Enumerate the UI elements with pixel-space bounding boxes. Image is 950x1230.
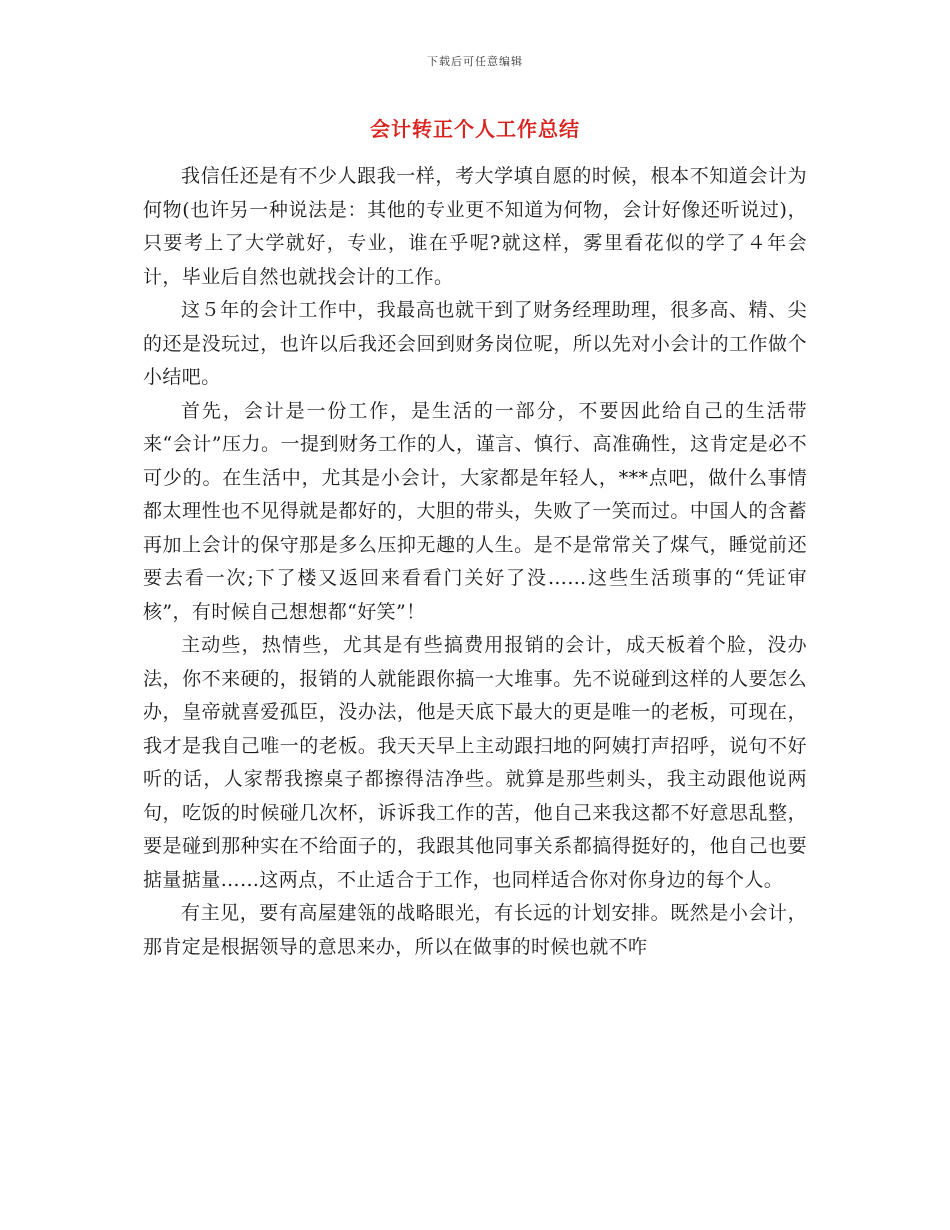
paragraph-1: 我信任还是有不少人跟我一样，考大学填自愿的时候，根本不知道会计为何物(也许另一种说法是：其他的专业更不知道为何物，会计好像还听说过)，只要考上了大学就好，专业，谁在乎呢?就这样，雾里看花似的学了４年会计，毕业后自然也就找会计的工作。: [143, 165, 807, 288]
document-body: [143, 160, 807, 964]
paragraph-3: 首先，会计是一份工作，是生活的一部分，不要因此给自己的生活带来“会计”压力。一提到财务工作的人，谨言、慎行、高准确性，这肯定是必不可少的。在生活中，尤其是小会计，大家都是年轻人，***点吧，做什么事情都太理性也不见得就是都好的，大胆的带头，失败了一笑而过。中国人的含蓄再加上会计的保守那是多么压抑无趣的人生。是不是常常关了煤气，睡觉前还要去看一次;下了楼又返回来看看门关好了没……这些生活琐事的“凭证审核”，有时候自己想想都“好笑”！: [143, 399, 807, 623]
paragraph-4: 主动些，热情些，尤其是有些搞费用报销的会计，成天板着个脸，没办法，你不来硬的，报销的人就能跟你搞一大堆事。先不说碰到这样的人要怎么办，皇帝就喜爱孤臣，没办法，他是天底下最大的更是唯一的老板，可现在，我才是我自己唯一的老板。我天天早上主动跟扫地的阿姨打声招呼，说句不好听的话，人家帮我擦桌子都擦得洁净些。就算是那些刺头，我主动跟他说两句，吃饭的时候碰几次杯，诉诉我工作的苦，他自己来我这都不好意思乱整，要是碰到那种实在不给面子的，我跟其他同事关系都搞得挺好的，他自己也要掂量掂量……这两点，不止适合于工作，也同样适合你对你身边的每个人。: [143, 634, 807, 891]
document-title: 会计转正个人工作总结: [370, 117, 580, 141]
paragraph-5: 有主见，要有高屋建瓴的战略眼光，有长远的计划安排。既然是小会计，那肯定是根据领导的意思来办，所以在做事的时候也就不咋: [143, 902, 807, 958]
paragraph-2: 这５年的会计工作中，我最高也就干到了财务经理助理，很多高、精、尖的还是没玩过，也许以后我还会回到财务岗位呢，所以先对小会计的工作做个小结吧。: [143, 299, 807, 388]
page-header-note: 下载后可任意编辑: [427, 55, 523, 68]
